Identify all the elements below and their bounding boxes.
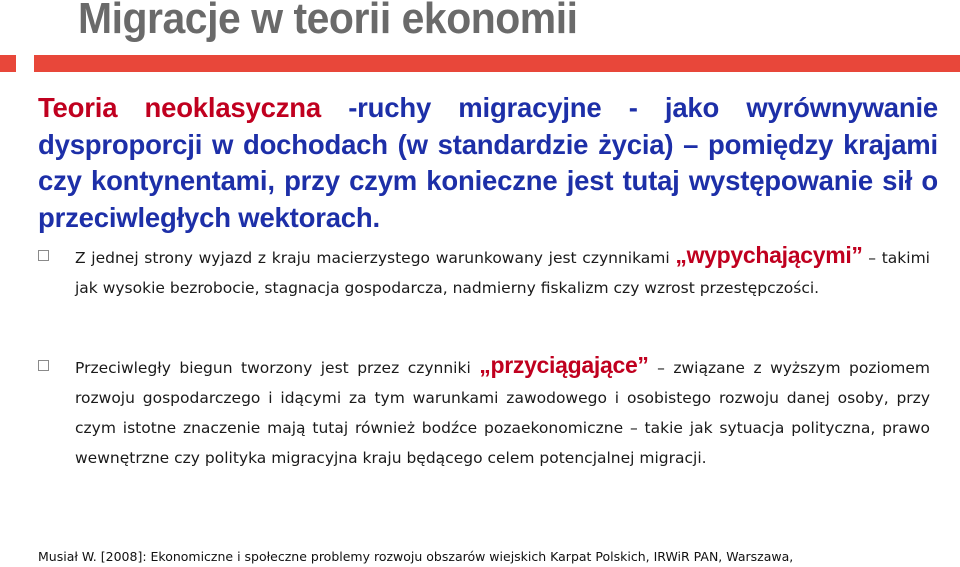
bullet-text-before: Z jednej strony wyjazd z kraju macierzystego warunkowany jest czynnikami [75, 249, 676, 267]
slide-title: Migracje w teorii ekonomii [78, 0, 578, 43]
heading-theory-name: Teoria neoklasyczna [38, 92, 321, 123]
bullet-emphasis: „wypychającymi” [675, 242, 863, 268]
divider-gap [16, 55, 34, 72]
heading-text: -ruchy migracyjne - jako wyrównywanie dysproporcji w dochodach (w standardzie życia) – pomiędzy krajami czy kontynentami, przy czym konieczne jest tutaj występowanie sił o przeciwległych wektorach. [38, 92, 939, 233]
bullet-body [75, 240, 930, 303]
bullet-square-icon [38, 360, 49, 371]
bullet-emphasis: „przyciągające” [479, 352, 649, 378]
divider-segment-left [0, 55, 16, 72]
bullet-body [75, 350, 930, 473]
bullet-square-icon [38, 250, 49, 261]
bullet-push-factors [38, 240, 930, 303]
bullet-text-after: – związane z wyższym poziomem rozwoju gospodarczego i idącymi za tym warunkami zawodowego i osobistego rozwoju danej osoby, przy czym istotne znaczenie mają tutaj również bodźce pozaekonomiczne – takie jak sytuacja polityczna, prawo wewnętrzne czy polityka migracyjna kraju będącego celem potencjalnej migracji. [75, 359, 931, 467]
source-citation: Musiał W. [2008]: Ekonomiczne i społeczne problemy rozwoju obszarów wiejskich Karpat Polskich, IRWiR PAN, Warszawa, [38, 549, 794, 564]
bullet-text-after: – takimi jak wysokie bezrobocie, stagnacja gospodarcza, nadmierny fiskalizm czy wzrost przestępczości. [75, 249, 930, 297]
bullet-text-before: Przeciwległy biegun tworzony jest przez czynniki [75, 359, 480, 377]
bullet-pull-factors [38, 350, 930, 473]
title-divider [0, 55, 960, 72]
divider-segment-main [34, 55, 960, 72]
main-heading [38, 90, 938, 236]
